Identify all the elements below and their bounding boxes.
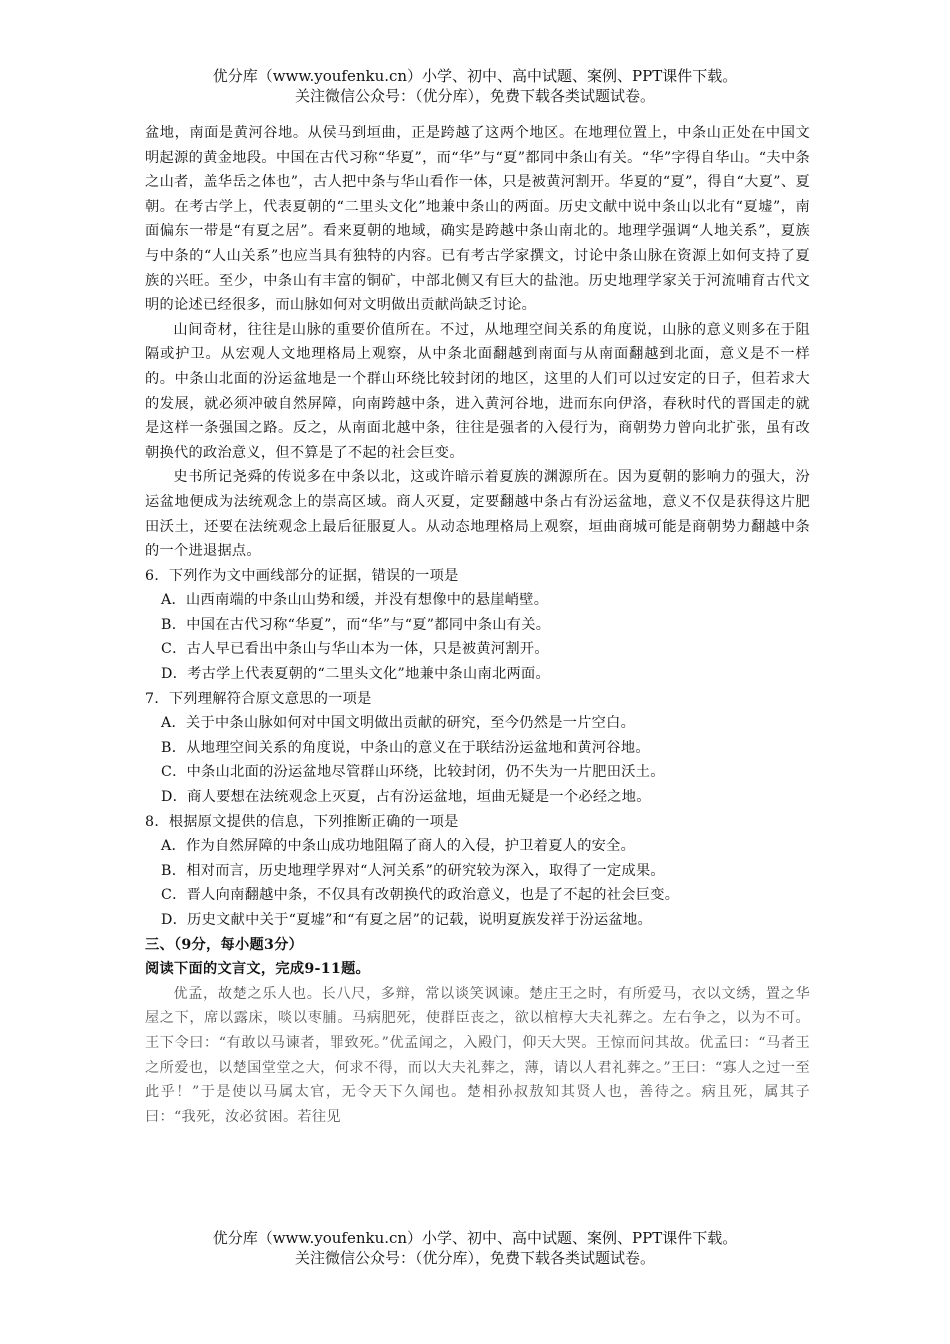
option-a: A．山西南端的中条山山势和缓，并没有想像中的悬崖峭壁。 <box>161 592 549 609</box>
footer-line-1: 优分库（www.youfenku.cn）小学、初中、高中试题、案例、PPT课件下载。 <box>212 1229 738 1247</box>
option-a: A．关于中条山脉如何对中国文明做出贡献的研究，至今仍然是一片空白。 <box>161 715 636 732</box>
passage-paragraph-2: 山间奇材，往往是山脉的重要价值所在。不过，从地理空间关系的角度说，山脉的意义则多在于阻隔或护卫。从宏观人文地理格局上观察，从中条北面翻越到南面与从南面翻越到北面，意义是不一样的。中条山北面的汾运盆地是一个群山环绕比较封闭的地区，这里的人们可以过安定的日子，但若求大的发展，就必须冲破自然屏障，向南跨越中条，进入黄河谷地，进而东向伊洛，春秋时代的晋国走的就是这样一条强国之路。反之，从南面北越中条，往往是强者的入侵行为，商朝势力曾向北扩张，虽有改朝换代的政治意义，但不算是了不起的社会巨变。 <box>145 321 810 461</box>
footer-line-2: 关注微信公众号：（优分库），免费下载各类试题试卷。 <box>294 1249 655 1267</box>
option-d: D．考古学上代表夏朝的“二里头文化”地兼中条山南北两面。 <box>161 666 550 683</box>
header-line-1: 优分库（www.youfenku.cn）小学、初中、高中试题、案例、PPT课件下载。 <box>212 67 738 85</box>
classical-text: 优孟，故楚之乐人也。长八尺，多辩，常以谈笑讽谏。楚庄王之时，有所爱马，衣以文绣，置之华屋之下，席以露床，啖以枣脯。马病肥死，使群臣丧之，欲以棺椁大夫礼葬之。左右争之，以为不可。王下令曰：“有敢以马谏者，罪致死。”优孟闻之，入殿门，仰天大哭。王惊而问其故。优孟曰：“马者王之所爱也，以楚国堂堂之大，何求不得，而以大夫礼葬之，薄，请以人君礼葬之。”王曰：“寡人之过一至此乎！”于是使以马属太官，无令天下久闻也。楚相孙叔敖知其贤人也，善待之。病且死，属其子曰：“我死，汝必贫困。若往见 <box>145 985 810 1125</box>
question-8 <box>145 810 810 933</box>
question-6 <box>145 564 810 687</box>
question-stem: 8．根据原文提供的信息，下列推断正确的一项是 <box>145 813 459 830</box>
option-c: C．晋人向南翻越中条，不仅具有改朝换代的政治意义，也是了不起的社会巨变。 <box>161 887 680 904</box>
passage-paragraph-3: 史书所记尧舜的传说多在中条以北，这或许暗示着夏族的渊源所在。因为夏朝的影响力的强大，汾运盆地便成为法统观念上的崇高区域。商人灭夏，定要翻越中条占有汾运盆地，意义不仅是获得这片肥田沃土，还要在法统观念上最后征服夏人。从动态地理格局上观察，垣曲商城可能是商朝势力翻越中条的一个进退据点。 <box>145 469 810 560</box>
option-d: D．商人要想在法统观念上灭夏，占有汾运盆地，垣曲无疑是一个必经之地。 <box>161 789 651 806</box>
section-3-title: 三、（9分，每小题3分） <box>145 936 304 953</box>
header-line-2: 关注微信公众号：（优分库），免费下载各类试题试卷。 <box>294 87 655 105</box>
question-stem: 6．下列作为文中画线部分的证据，错误的一项是 <box>145 567 459 584</box>
section-3-instruction: 阅读下面的文言文，完成9-11题。 <box>145 961 371 978</box>
question-stem: 7．下列理解符合原文意思的一项是 <box>145 690 372 707</box>
passage-paragraph-1: 盆地，南面是黄河谷地。从侯马到垣曲，正是跨越了这两个地区。在地理位置上，中条山正处在中国文明起源的黄金地段。中国在古代习称“华夏”，而“华”与“夏”都同中条山有关。“华”字得自华山。“夫中条之山者，盖华岳之体也”，古人把中条与华山看作一体，只是被黄河割开。华夏的“夏”，得自“大夏”、夏朝。在考古学上，代表夏朝的“二里头文化”地兼中条山的两面。历史文献中说中条山以北有“夏墟”，南面偏东一带是“有夏之居”。看来夏朝的地域，确实是跨越中条山南北的。地理学强调“人地关系”，夏族与中条的“人山关系”也应当具有独特的内容。已有考古学家撰文，讨论中条山脉在资源上如何支持了夏族的兴旺。至少，中条山有丰富的铜矿，中部北侧又有巨大的盐池。历史地理学家关于河流哺育古代文明的论述已经很多，而山脉如何对文明做出贡献尚缺乏讨论。 <box>145 125 810 314</box>
option-c: C．中条山北面的汾运盆地尽管群山环绕，比较封闭，仍不失为一片肥田沃土。 <box>161 764 665 781</box>
question-7 <box>145 687 810 810</box>
page-footer <box>0 1228 950 1268</box>
option-a: A．作为自然屏障的中条山成功地阻隔了商人的入侵，护卫着夏人的安全。 <box>161 838 636 855</box>
page-header <box>0 66 950 106</box>
page-content <box>145 121 810 1129</box>
option-b: B．中国在古代习称“华夏”，而“华”与“夏”都同中条山有关。 <box>161 616 551 633</box>
option-b: B．从地理空间关系的角度说，中条山的意义在于联结汾运盆地和黄河谷地。 <box>161 739 650 756</box>
option-b: B．相对而言，历史地理学界对“人河关系”的研究较为深入，取得了一定成果。 <box>161 862 665 879</box>
option-d: D．历史文献中关于“夏墟”和“有夏之居”的记载，说明夏族发祥于汾运盆地。 <box>161 912 653 928</box>
option-c: C．古人早已看出中条山与华山本为一体，只是被黄河割开。 <box>161 641 549 658</box>
